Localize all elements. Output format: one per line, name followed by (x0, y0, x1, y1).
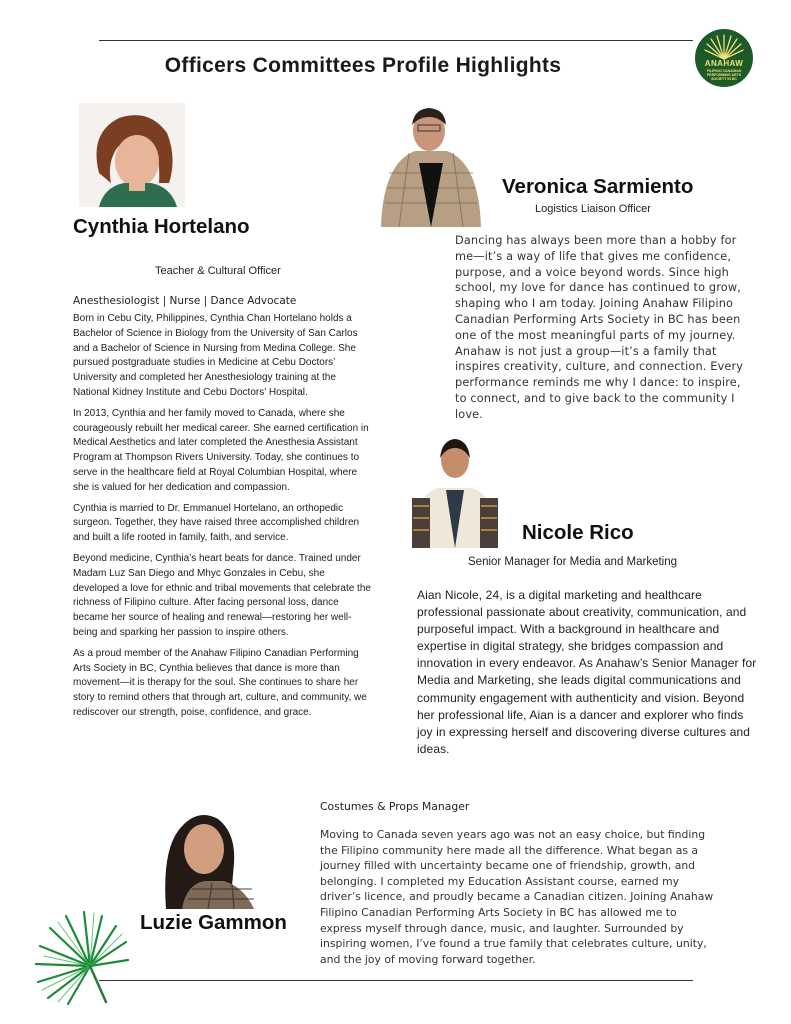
cynthia-bio (73, 312, 371, 727)
cynthia-bio-paragraph: Born in Cebu City, Philippines, Cynthia Chan Hortelano holds a Bachelor of Science in Biology from the University of San Carlos and a Bachelor of Science in Nursing from Medina College. She pursued postgraduate studies in Medicine at Cebu Doctors’ University and completed her Anesthesiology training at the National Kidney Institute and Cebu Doctors’ Hospital. (73, 313, 358, 398)
logo-subtitle: FILIPINO CANADIAN PERFORMING ARTS SOCIETY IN BC (706, 69, 742, 81)
palm-leaf-icon (695, 29, 753, 63)
portrait-icon (152, 803, 260, 909)
palm-frond-icon (28, 906, 138, 1006)
page-title: Officers Committees Profile Highlights (164, 54, 562, 77)
portrait-icon (79, 103, 185, 207)
portrait-icon (410, 436, 500, 548)
nicole-photo (410, 436, 500, 548)
nicole-role: Senior Manager for Media and Marketing (468, 556, 678, 568)
veronica-role: Logistics Liaison Officer (535, 203, 651, 215)
cynthia-bio-paragraph: In 2013, Cynthia and her family moved to Canada, where she courageously rebuilt her medical career. She earned certification in Medical Aesthetics and later completed the Anesthesia Assistant Program at Thompson Rivers University. Today, she continues to serve in the healthcare field at Royal Columbian Hospital, where she is valued for her dedication and compassion. (73, 407, 369, 493)
cynthia-name: Cynthia Hortelano (73, 215, 250, 238)
top-rule (99, 40, 693, 41)
veronica-name: Veronica Sarmiento (502, 175, 694, 198)
nicole-name: Nicole Rico (522, 521, 634, 544)
luzie-photo (152, 803, 260, 909)
veronica-bio: Dancing has always been more than a hobby for me—it’s a way of life that gives me confidence, purpose, and a voice beyond words. Since high school, my love for dance has continued to grow, shaping who I am today. Joining Anahaw Filipino Canadian Performing Arts Society in BC has been one of the most meaningful parts of my journey. Anahaw is not just a group—it’s a family that inspires creativity, culture, and connection. Every performance reminds me why I dance: to inspire, to connect, and to give back to the community I love. (455, 234, 744, 421)
portrait-icon (379, 103, 483, 227)
luzie-role: Costumes & Props Manager (320, 800, 470, 813)
anahaw-logo (695, 29, 753, 87)
veronica-photo (379, 103, 483, 227)
logo-brand: ANAHAW (704, 59, 744, 68)
cynthia-bio-paragraph: Cynthia is married to Dr. Emmanuel Hortelano, an orthopedic surgeon. Together, they have raised three accomplished children and built a life rooted in family, faith, and service. (73, 502, 360, 544)
luzie-name: Luzie Gammon (140, 911, 287, 934)
bottom-rule (99, 980, 693, 981)
cynthia-photo (79, 103, 185, 207)
cynthia-bio-paragraph: As a proud member of the Anahaw Filipino Canadian Performing Arts Society in BC, Cynthia believes that dance is more than movement—it is therapy for the soul. She continues to share her story to remind others that through art, culture, and community, we rediscover our strength, poise, confidence, and grace. (73, 647, 367, 718)
cynthia-bio-paragraph: Beyond medicine, Cynthia’s heart beats for dance. Trained under Madam Luz San Diego and Mhyc Gonzales in Cebu, she developed a love for ethnic and tribal movements that celebrate the richness of Filipino culture. After facing personal loss, dance became her source of healing and renewal—restoring her well-being and sparking her passion to inspire others. (73, 552, 371, 638)
nicole-bio: Aian Nicole, 24, is a digital marketing and healthcare professional passionate about creativity, communication, and purposeful impact. With a background in healthcare and expertise in digital strategy, she bridges compassion and innovation in every endeavor. As Anahaw’s Senior Manager for Media and Marketing, she leads digital communications and community engagement with authenticity and vision. Beyond her professional life, Aian is a dancer and explorer who finds joy in expressing herself and discovering diverse cultures and ideas. (417, 588, 757, 756)
cynthia-role: Teacher & Cultural Officer (155, 265, 281, 277)
luzie-bio: Moving to Canada seven years ago was not an easy choice, but finding the Filipino community here made all the difference. What began as a journey filled with uncertainty became one of friendship, growth, and belonging. I completed my Education Assistant course, earned my driver’s licence, and proudly became a Canadian citizen. Joining Anahaw Filipino Canadian Performing Arts Society in BC has allowed me to express myself through dance, music, and laughter. Surrounded by inspiring women, I’ve found a true family that celebrates culture, unity, and the joy of moving forward together. (320, 828, 714, 966)
cynthia-tagline: Anesthesiologist | Nurse | Dance Advocate (73, 295, 297, 307)
